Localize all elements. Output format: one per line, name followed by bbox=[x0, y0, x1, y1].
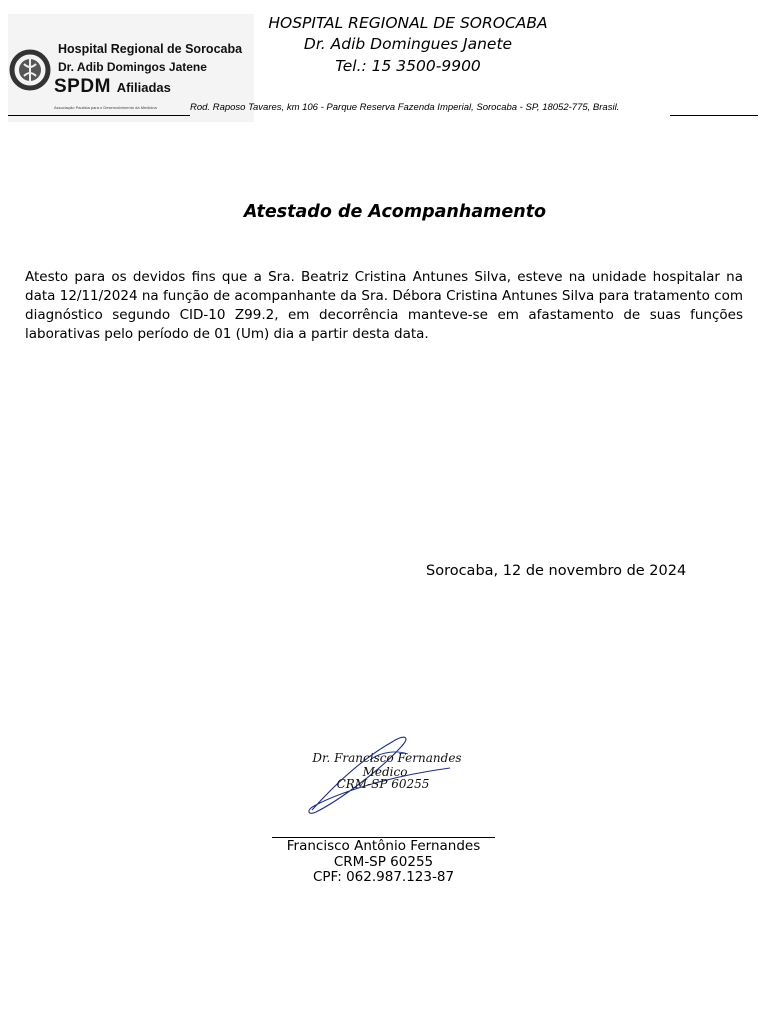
signature-block bbox=[272, 839, 495, 886]
logo-hospital-name: Hospital Regional de Sorocaba bbox=[58, 42, 243, 56]
logo-brand-name: SPDM bbox=[54, 76, 111, 97]
document-title: Atestado de Acompanhamento bbox=[243, 202, 547, 222]
hospital-name: HOSPITAL REGIONAL DE SOROCABA bbox=[268, 14, 548, 32]
signatory-name: Francisco Antônio Fernandes bbox=[286, 838, 481, 854]
header-doctor-name: Dr. Adib Domingues Janete bbox=[303, 35, 513, 53]
stamp-crm: CRM-SP 60255 bbox=[336, 777, 430, 791]
document-body: Atesto para os devidos fins que a Sra. Beatriz Cristina Antunes Silva, esteve na unidade hospitalar na data 12/11/2024 na função de acompanhante da Sra. Débora Cristina Antunes Silva para tratamento com diagnóstico segundo CID-10 Z99.2, em decorrência manteve-se em afastamento de suas funções laborativas pelo período de 01 (Um) dia a partir desta data. bbox=[25, 269, 743, 342]
stamp-role: Medico bbox=[362, 765, 408, 779]
doctor-stamp bbox=[300, 730, 470, 820]
logo-brand-suffix: Afiliadas bbox=[116, 80, 171, 95]
spdm-emblem-icon bbox=[8, 44, 56, 100]
signatory-crm: CRM-SP 60255 bbox=[333, 853, 434, 870]
header-phone: Tel.: 15 3500-9900 bbox=[335, 57, 481, 75]
header-divider-right bbox=[670, 115, 758, 116]
place-date: Sorocaba, 12 de novembro de 2024 bbox=[426, 563, 687, 579]
header-divider-left bbox=[8, 115, 190, 116]
stamp-doctor-name: Dr. Francisco Fernandes bbox=[312, 751, 462, 765]
logo-doctor-name: Dr. Adib Domingos Jatene bbox=[58, 60, 207, 74]
logo-tagline: Associação Paulista para o Desenvolvimento da Medicina bbox=[54, 105, 157, 110]
header-address: Rod. Raposo Tavares, km 106 - Parque Reserva Fazenda Imperial, Sorocaba - SP, 18052-775, Brasil. bbox=[190, 102, 620, 113]
signatory-cpf: CPF: 062.987.123-87 bbox=[312, 869, 455, 885]
logo-brand bbox=[54, 76, 171, 98]
